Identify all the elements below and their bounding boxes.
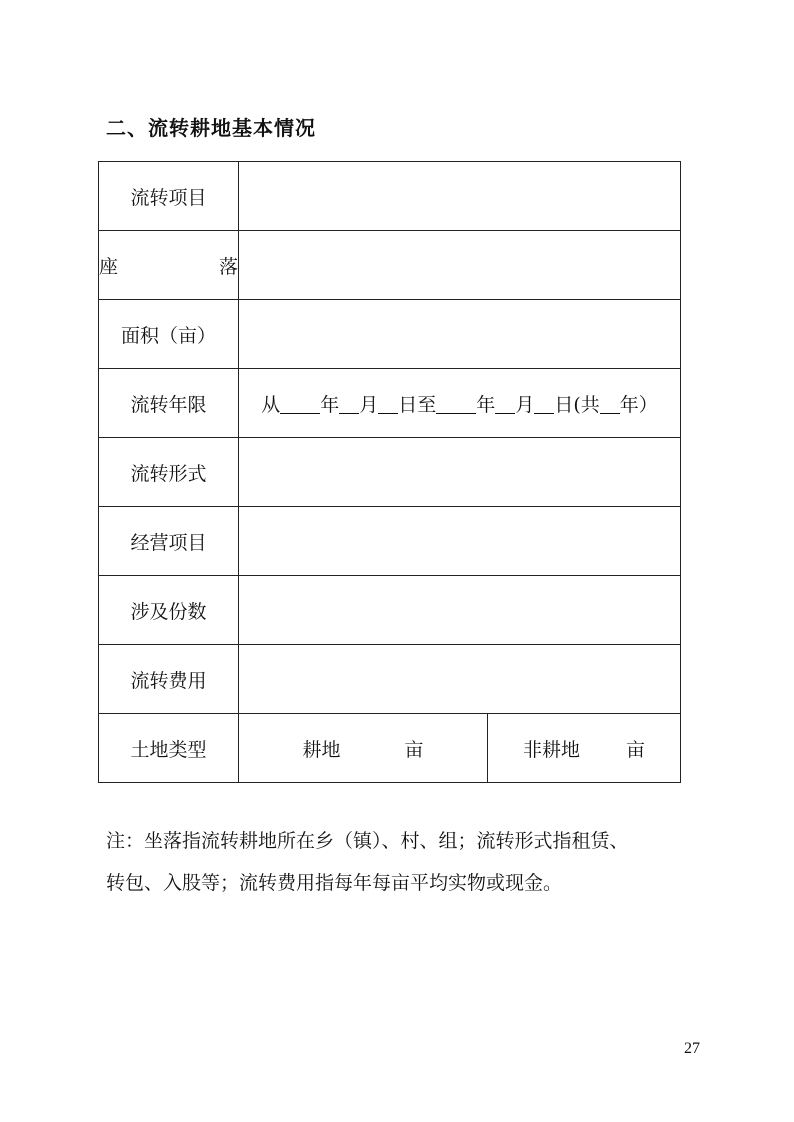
arable-label: 耕地 [302,738,341,761]
table-row [99,645,681,714]
table-row [99,162,681,231]
label-transfer-item: 流转项目 [99,162,239,231]
footnote [106,820,696,904]
non-arable-unit: 亩 [626,738,646,761]
footnote-line-1: 注：坐落指流转耕地所在乡（镇）、村、组；流转形式指租赁、 [106,830,629,852]
label-location: 座 落 [99,231,239,300]
table-row [99,714,681,783]
table-row [99,369,681,438]
period-year-2: 年 [476,393,496,416]
label-area: 面积（亩） [99,300,239,369]
blank-start-day[interactable] [378,393,398,414]
blank-end-year[interactable] [436,393,476,414]
period-year: 年 [320,393,340,416]
table-row [99,300,681,369]
non-arable-label: 非耕地 [522,738,580,761]
table-row [99,576,681,645]
field-location[interactable] [239,231,681,300]
blank-total-years[interactable] [600,393,620,414]
table-row [99,438,681,507]
blank-start-year[interactable] [280,393,320,414]
period-day-to: 日至 [398,393,437,416]
label-business-project: 经营项目 [99,507,239,576]
label-transfer-period: 流转年限 [99,369,239,438]
label-land-type: 土地类型 [99,714,239,783]
field-transfer-form[interactable] [239,438,681,507]
page-number: 27 [684,1040,700,1057]
field-transfer-fee[interactable] [239,645,681,714]
field-land-type [239,714,681,783]
footnote-line-2: 转包、入股等；流转费用指每年每亩平均实物或现金。 [106,872,563,894]
label-transfer-fee: 流转费用 [99,645,239,714]
farmland-transfer-form [98,161,681,783]
blank-end-month[interactable] [495,393,515,414]
label-share-count: 涉及份数 [99,576,239,645]
field-transfer-item[interactable] [239,162,681,231]
field-share-count[interactable] [239,576,681,645]
table-row [99,231,681,300]
blank-start-month[interactable] [339,393,359,414]
land-type-arable-cell[interactable] [239,714,488,782]
table-row [99,507,681,576]
period-from: 从 [261,393,281,416]
land-type-non-arable-cell[interactable] [488,714,680,782]
label-transfer-form: 流转形式 [99,438,239,507]
period-year-end: 年） [619,393,658,416]
section-title: 二、流转耕地基本情况 [106,116,316,140]
blank-end-day[interactable] [534,393,554,414]
field-transfer-period[interactable] [239,369,681,438]
field-business-project[interactable] [239,507,681,576]
period-month: 月 [359,393,379,416]
arable-unit: 亩 [404,738,424,761]
period-day-total: 日(共 [554,393,600,416]
field-area[interactable] [239,300,681,369]
period-month-2: 月 [515,393,535,416]
